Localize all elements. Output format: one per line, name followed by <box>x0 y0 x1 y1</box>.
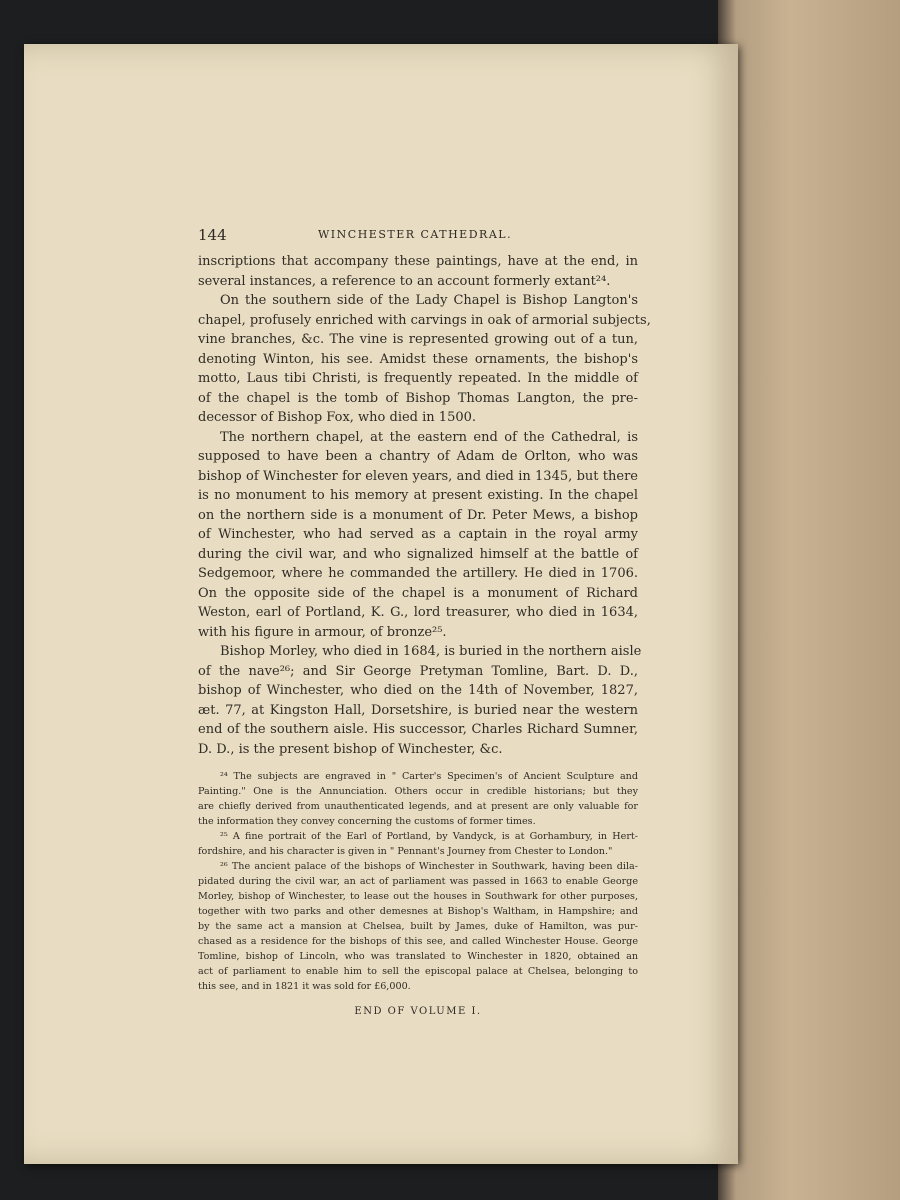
page-number: 144 <box>198 226 227 244</box>
running-head <box>198 226 638 248</box>
body-line: several instances, a reference to an account formerly extant²⁴. <box>198 273 611 289</box>
body-line: decessor of Bishop Fox, who died in 1500. <box>198 410 477 425</box>
body-line: Sedgemoor, where he commanded the artillery. He died in 1706. <box>198 566 638 581</box>
footnote-line: are chiefly derived from unauthenticated legends, and at present are only valuable for <box>198 801 638 812</box>
body-line: On the southern side of the Lady Chapel is Bishop Langton's <box>220 293 638 308</box>
end-of-volume: END OF VOLUME I. <box>354 1006 482 1017</box>
body-text <box>198 252 651 759</box>
body-line: denoting Winton, his see. Amidst these ornaments, the bishop's <box>198 351 638 367</box>
footnote-line: ²⁴ The subjects are engraved in " Carter's Specimen's of Ancient Sculpture and <box>220 771 638 782</box>
footnote-line: Morley, bishop of Winchester, to lease out the houses in Southwark for other purposes, <box>198 891 638 902</box>
body-line: Bishop Morley, who died in 1684, is buried in the northern aisle <box>220 644 642 659</box>
footnote-line: ²⁶ The ancient palace of the bishops of Winchester in Southwark, having been dila- <box>220 861 638 872</box>
footnote-line: Painting." One is the Annunciation. Others occur in credible historians; but they <box>198 786 638 797</box>
footnote-line: act of parliament to enable him to sell the episcopal palace at Chelsea, belonging to <box>198 966 638 977</box>
body-line: of Winchester, who had served as a captain in the royal army <box>198 527 638 542</box>
footnotes <box>198 769 638 994</box>
footnote-line: this see, and in 1821 it was sold for £6,000. <box>198 981 411 992</box>
running-title: WINCHESTER CATHEDRAL. <box>318 228 513 241</box>
footnote-line: pidated during the civil war, an act of parliament was passed in 1663 to enable George <box>198 876 638 887</box>
body-line: æt. 77, at Kingston Hall, Dorsetshire, is buried near the western <box>198 702 638 718</box>
body-line: is no monument to his memory at present existing. In the chapel <box>198 488 638 503</box>
body-line: D. D., is the present bishop of Winchester, &c. <box>198 741 503 757</box>
footnote-line: chased as a residence for the bishops of this see, and called Winchester House. George <box>198 936 638 947</box>
body-line: end of the southern aisle. His successor, Charles Richard Sumner, <box>198 722 638 737</box>
body-line: inscriptions that accompany these paintings, have at the end, in <box>198 254 638 269</box>
body-line: bishop of Winchester, who died on the 14th of November, 1827, <box>198 683 638 698</box>
body-line: chapel, profusely enriched with carvings in oak of armorial subjects, <box>198 312 651 328</box>
body-line: motto, Laus tibi Christi, is frequently repeated. In the middle of <box>198 371 638 386</box>
footnote-line: the information they convey concerning the customs of former times. <box>198 816 536 827</box>
body-line: of the nave²⁶; and Sir George Pretyman Tomline, Bart. D. D., <box>198 663 638 679</box>
book-edge <box>718 0 900 1200</box>
footnote-line: Tomline, bishop of Lincoln, who was translated to Winchester in 1820, obtained an <box>198 951 638 962</box>
body-line: on the northern side is a monument of Dr. Peter Mews, a bishop <box>198 507 638 523</box>
footnote-line: ²⁵ A fine portrait of the Earl of Portland, by Vandyck, is at Gorhambury, in Hert- <box>220 831 638 842</box>
body-line: with his figure in armour, of bronze²⁵. <box>198 624 447 640</box>
book-page <box>24 44 738 1164</box>
body-line: supposed to have been a chantry of Adam de Orlton, who was <box>198 449 638 464</box>
footnote-line: together with two parks and other demesnes at Bishop's Waltham, in Hampshire; and <box>198 906 638 917</box>
body-line: during the civil war, and who signalized himself at the battle of <box>198 546 638 562</box>
body-line: of the chapel is the tomb of Bishop Thomas Langton, the pre- <box>198 390 638 406</box>
footnote-line: fordshire, and his character is given in " Pennant's Journey from Chester to London." <box>198 846 613 857</box>
text-block <box>198 226 651 1017</box>
body-line: vine branches, &c. The vine is represented growing out of a tun, <box>198 332 638 347</box>
body-line: Weston, earl of Portland, K. G., lord treasurer, who died in 1634, <box>198 605 638 620</box>
body-line: The northern chapel, at the eastern end of the Cathedral, is <box>220 429 638 445</box>
body-line: bishop of Winchester for eleven years, and died in 1345, but there <box>198 468 638 484</box>
footnote-line: by the same act a mansion at Chelsea, built by James, duke of Hamilton, was pur- <box>198 921 638 932</box>
body-line: On the opposite side of the chapel is a monument of Richard <box>198 585 638 601</box>
